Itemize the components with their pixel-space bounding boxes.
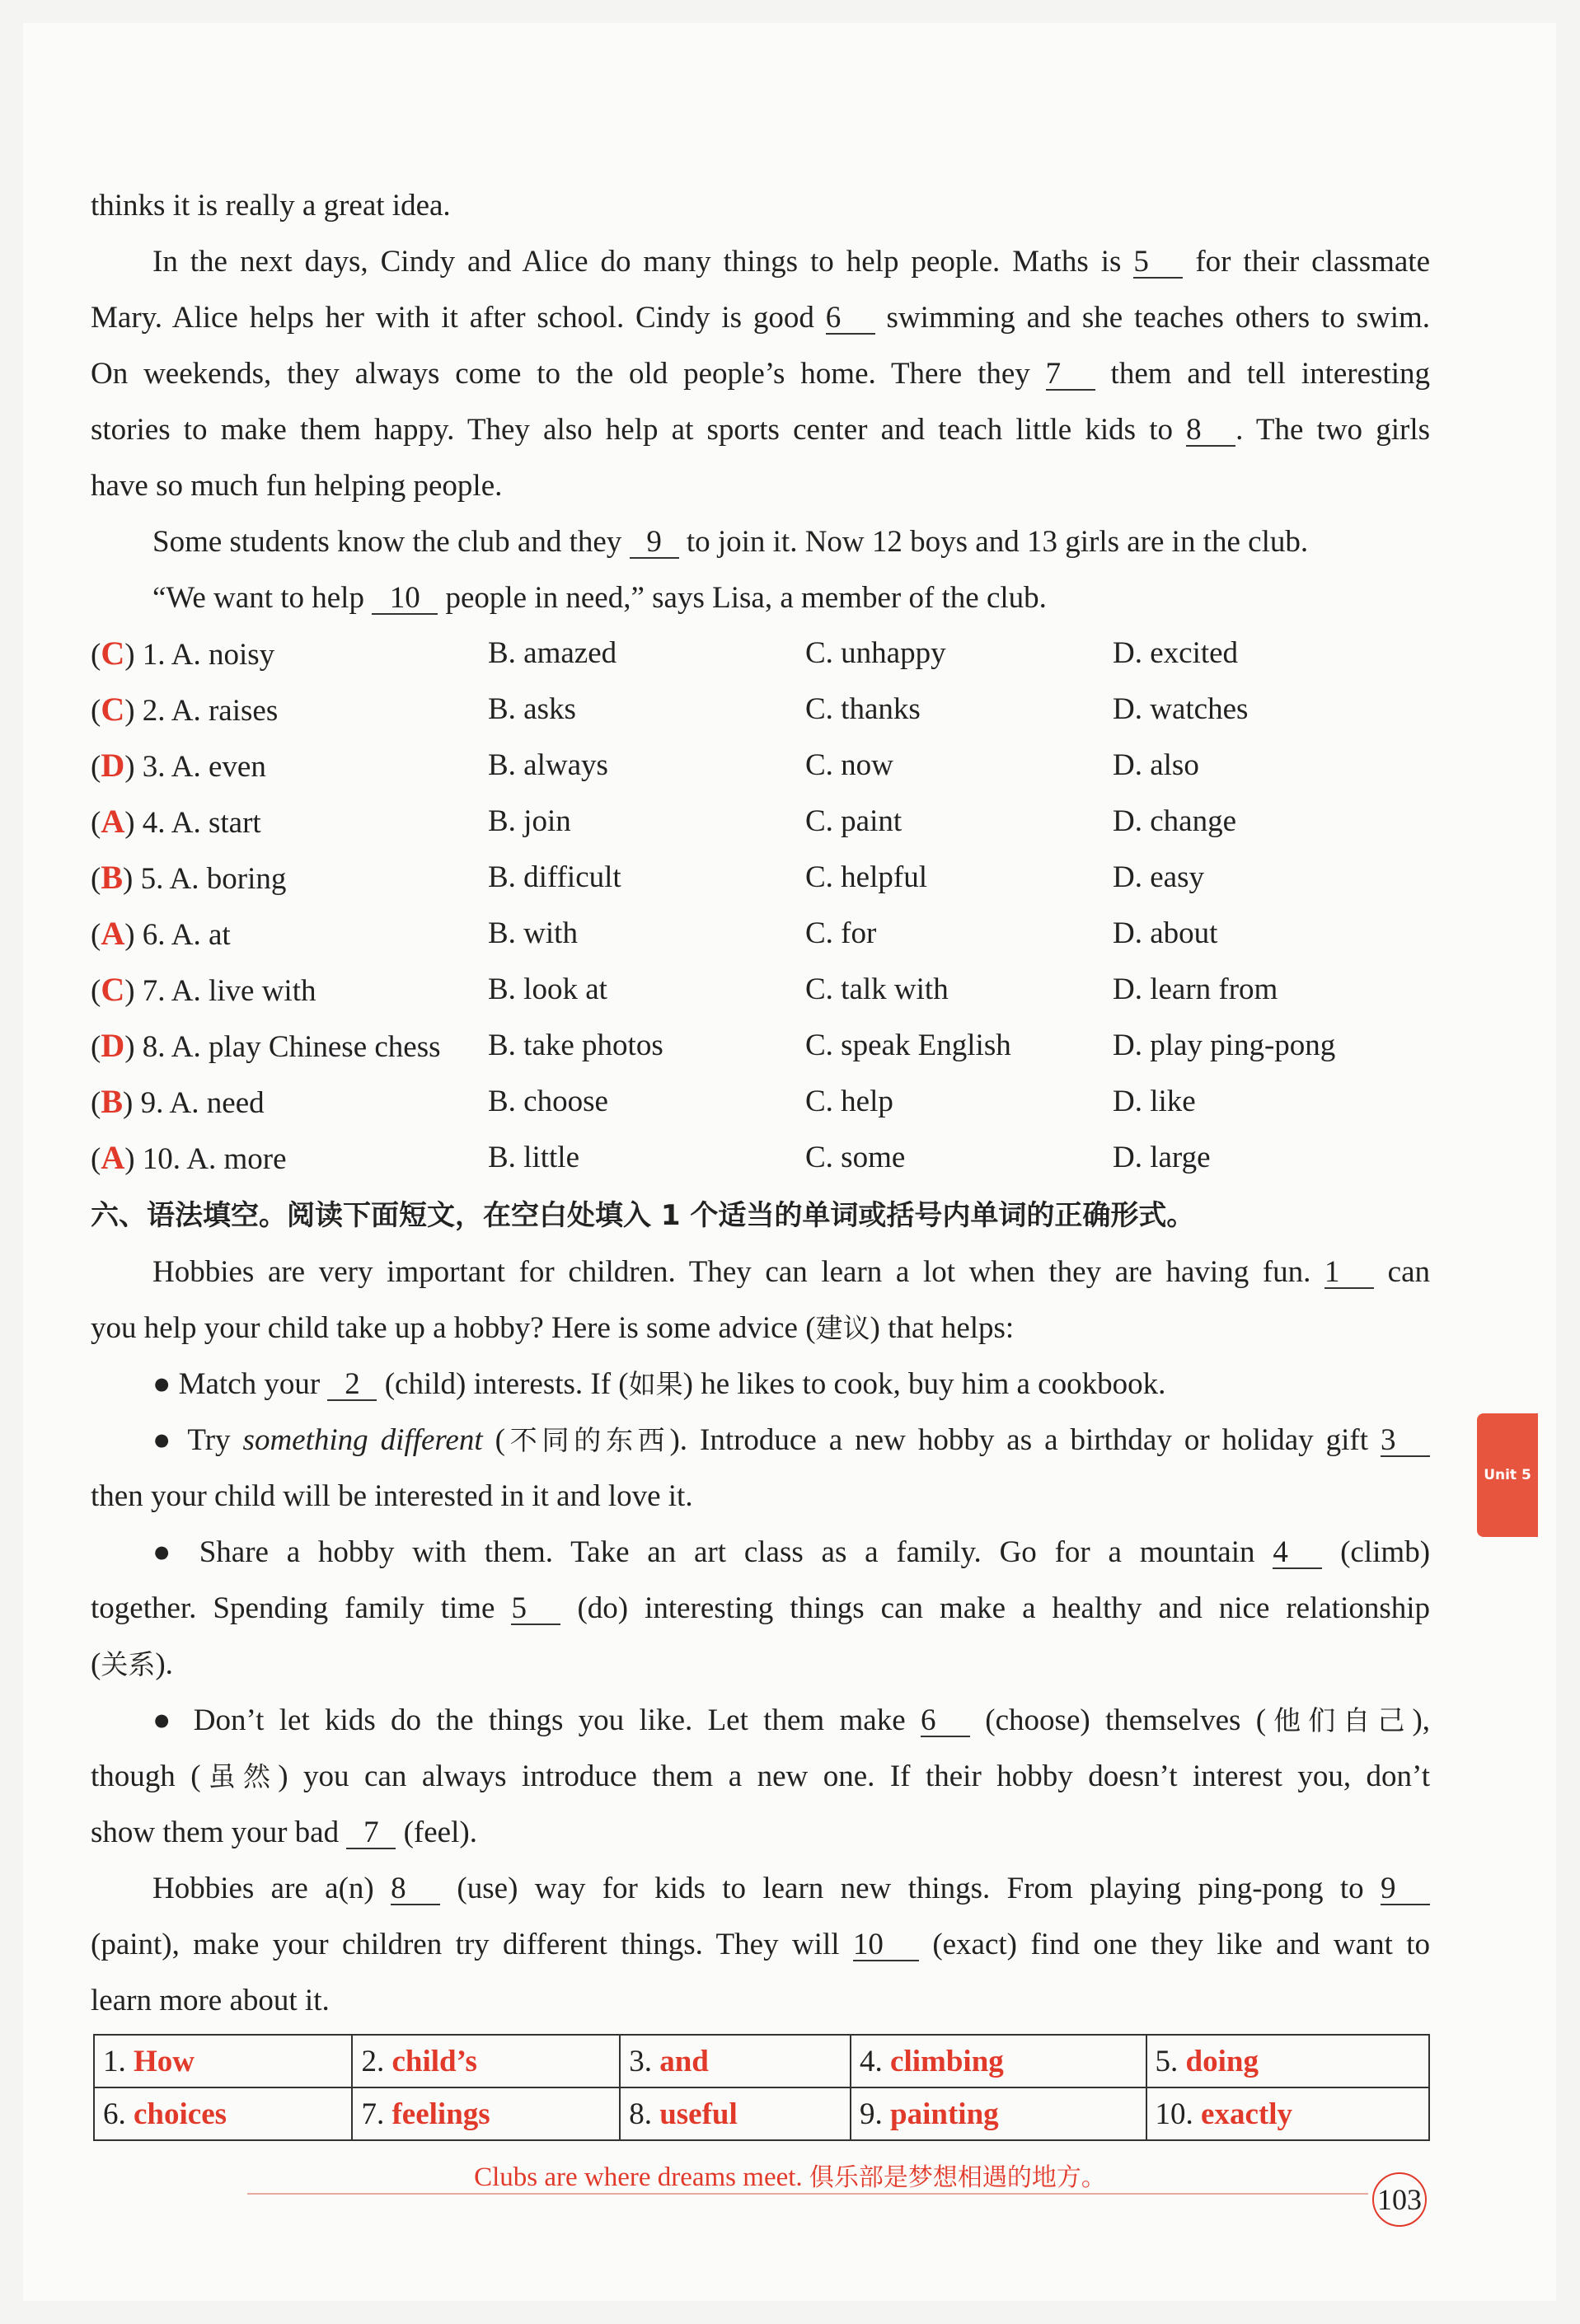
unit-tab: Unit 5 [1477,1413,1538,1537]
option-b: B. asks [488,692,576,726]
answer-cell: 7. feelings [352,2087,620,2140]
answer-mark: C [101,971,125,1008]
option-d: D. learn from [1113,972,1278,1006]
answer-mark: A [101,1139,125,1176]
option-b: B. look at [488,972,607,1006]
option-c: C. help [805,1085,893,1118]
answer-mark: A [101,915,125,952]
blank-9: 9 [630,527,679,559]
option-d: D. about [1113,916,1218,950]
blank-7: 7 [1046,359,1095,391]
blank-8: 8 [391,1874,440,1905]
passage-line: stories to make them happy. They also help at sports center and teach little kids to 8 . The two girls [91,413,1430,447]
blank-4: 4 [1273,1538,1322,1569]
blank-5: 5 [511,1594,560,1625]
passage-line: Some students know the club and they 9 to join it. Now 12 boys and 13 girls are in the club. [152,525,1309,559]
passage-line: (paint), make your children try different things. They will 10 (exact) find one they like and want to [91,1928,1431,1961]
answer-cell: 2. child’s [352,2035,620,2087]
option-d: D. like [1113,1085,1196,1118]
blank-3: 3 [1381,1426,1430,1457]
page-number: 103 [1372,2172,1427,2227]
bullet-icon: ● [152,1535,181,1569]
answer-mark: D [101,747,125,784]
option-c: C. talk with [805,972,949,1006]
answer-mark: A [101,803,125,840]
option-d: D. easy [1113,860,1204,894]
bullet-item: ● Try something different (不同的东西). Introduce a new hobby as a birthday or holiday gift 3 [91,1424,1430,1457]
answer-cell: 8. useful [620,2087,851,2140]
question-stem: (A) 4. A. start [91,803,261,840]
option-c: C. unhappy [805,636,946,670]
blank-7: 7 [346,1818,396,1849]
bullet-icon: ● [152,1423,176,1457]
option-d: D. watches [1113,692,1249,726]
option-b: B. amazed [488,636,617,670]
option-d: D. excited [1113,636,1239,670]
question-stem: (D) 8. A. play Chinese chess [91,1027,441,1064]
passage-line: In the next days, Cindy and Alice do many things to help people. Maths is 5 for their classmate [152,245,1431,279]
option-d: D. change [1113,804,1236,838]
section-heading: 六、语法填空。阅读下面短文，在空白处填入 1 个适当的单词或括号内单词的正确形式。 [91,1199,1195,1232]
passage-line: then your child will be interested in it and love it. [91,1479,693,1513]
option-b: B. always [488,748,608,782]
option-c: C. some [805,1141,906,1174]
answer-cell: 9. painting [851,2087,1146,2140]
passage-line: On weekends, they always come to the old people’s home. There they 7 them and tell interesting [91,357,1431,391]
passage-line: you help your child take up a hobby? Here is some advice (建议) that helps: [91,1311,1015,1345]
question-stem: (C) 2. A. raises [91,691,279,728]
bullet-item: ● Match your 2 (child) interests. If (如果) he likes to cook, buy him a cookbook. [152,1367,1166,1401]
answer-cell: 5. doing [1146,2035,1429,2087]
blank-10: 10 [372,583,438,615]
question-stem: (B) 5. A. boring [91,859,287,896]
option-c: C. for [805,916,877,950]
answer-cell: 6. choices [94,2087,352,2140]
answer-mark: C [101,635,125,672]
passage-line: have so much fun helping people. [91,469,503,503]
passage-line: Hobbies are a(n) 8 (use) way for kids to learn new things. From playing ping-pong to 9 [91,1872,1430,1905]
passage-line: learn more about it. [91,1984,330,2017]
blank-6: 6 [826,303,875,335]
passage-line: together. Spending family time 5 (do) interesting things can make a healthy and nice relationship [91,1591,1431,1625]
blank-1: 1 [1324,1258,1374,1289]
question-stem: (C) 7. A. live with [91,971,316,1008]
option-b: B. with [488,916,578,950]
passage-line: show them your bad 7 (feel). [91,1816,477,1849]
answer-mark: B [101,1083,124,1120]
answer-key-table [93,2034,1430,2141]
answer-cell: 1. How [94,2035,352,2087]
bullet-icon: ● [152,1367,171,1401]
option-d: D. also [1113,748,1199,782]
option-b: B. choose [488,1085,608,1118]
option-b: B. difficult [488,860,621,894]
blank-8: 8 [1186,415,1235,447]
passage-line: Mary. Alice helps her with it after school. Cindy is good 6 swimming and she teaches others to swim. [91,301,1431,335]
bullet-icon: ● [152,1703,179,1737]
bullet-item: ● Share a hobby with them. Take an art class as a family. Go for a mountain 4 (climb) [152,1535,1431,1569]
bullet-item: ● Don’t let kids do the things you like. Let them make 6 (choose) themselves (他们自己), [152,1703,1431,1737]
option-c: C. paint [805,804,903,838]
question-stem: (A) 6. A. at [91,915,231,952]
answer-cell: 4. climbing [851,2035,1146,2087]
answer-cell: 3. and [620,2035,851,2087]
table-row [94,2035,1429,2087]
question-stem: (D) 3. A. even [91,747,266,784]
option-d: D. play ping-pong [1113,1028,1336,1062]
answer-mark: C [101,691,125,728]
answer-mark: D [101,1027,125,1064]
footer-motto: Clubs are where dreams meet. 俱乐部是梦想相遇的地方。 [474,2162,1106,2192]
option-b: B. take photos [488,1028,663,1062]
passage-line: Hobbies are very important for children. They can learn a lot when they are having fun. 1 can [152,1255,1431,1289]
option-c: C. speak English [805,1028,1011,1062]
option-b: B. little [488,1141,579,1174]
answer-cell: 10. exactly [1146,2087,1429,2140]
passage-line: though (虽然) you can always introduce them a new one. If their hobby doesn’t interest you, don’t [91,1759,1430,1793]
passage-line: thinks it is really a great idea. [91,189,451,223]
blank-6: 6 [921,1706,970,1737]
question-stem: (C) 1. A. noisy [91,635,275,672]
blank-10: 10 [853,1930,919,1961]
option-b: B. join [488,804,571,838]
blank-2: 2 [327,1370,377,1401]
passage-line: (关系). [91,1647,173,1681]
blank-5: 5 [1133,247,1183,279]
question-stem: (A) 10. A. more [91,1139,287,1176]
table-row [94,2087,1429,2140]
option-c: C. thanks [805,692,921,726]
option-c: C. now [805,748,893,782]
answer-mark: B [101,859,124,896]
passage-line: “We want to help 10 people in need,” says Lisa, a member of the club. [152,581,1047,615]
question-stem: (B) 9. A. need [91,1083,265,1120]
footer-divider [247,2193,1368,2195]
blank-9: 9 [1381,1874,1430,1905]
option-c: C. helpful [805,860,927,894]
option-d: D. large [1113,1141,1211,1174]
